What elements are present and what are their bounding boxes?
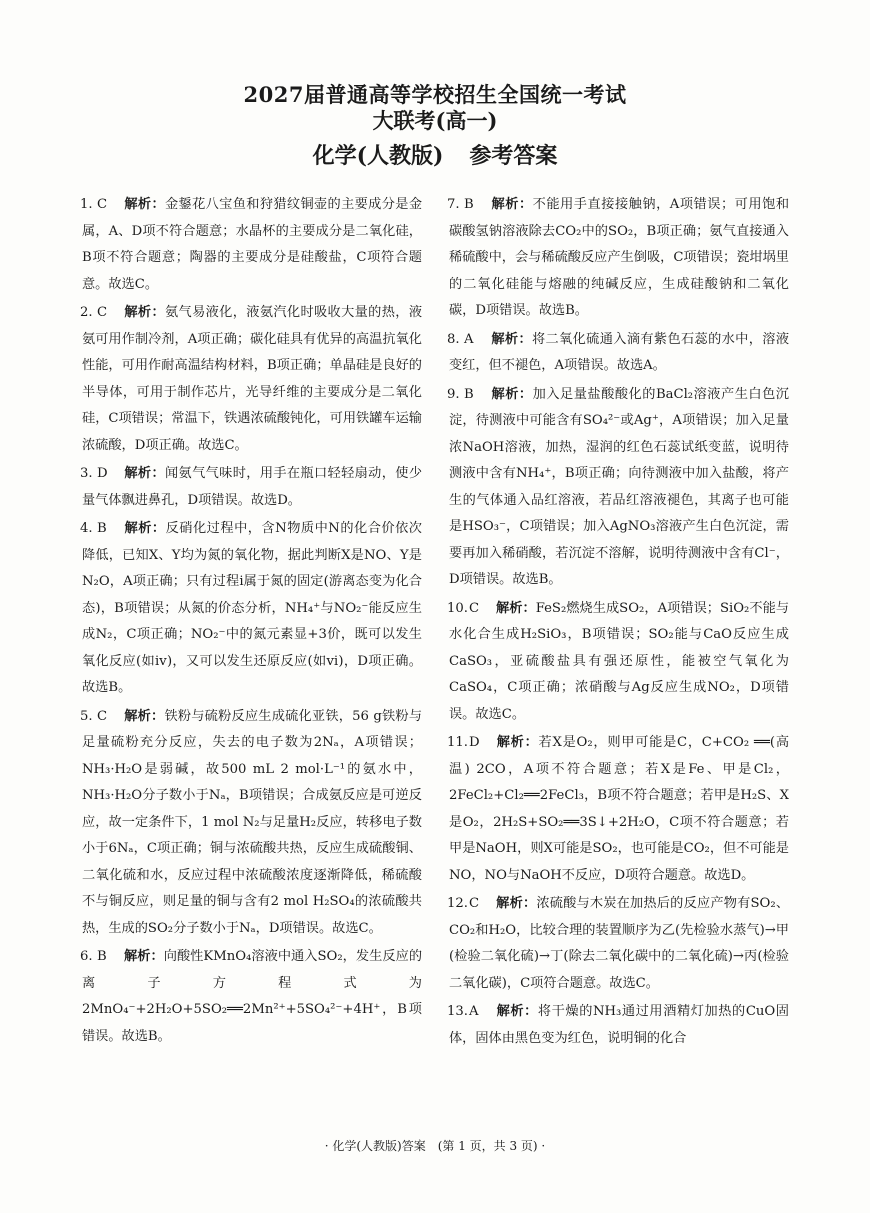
answer-item xyxy=(449,999,789,1052)
question-number: 10. xyxy=(447,600,468,616)
question-number: 4. xyxy=(80,521,93,536)
analysis-text: 若X是O₂，则甲可能是C，C+CO₂ ══(高温) 2CO，A项不符合题意；若X是Fe、甲是Cl₂，2FeCl₂+Cl₂══2FeCl₃，B项不符合题意；若甲是H₂S、X是O₂，2H₂S+SO₂══3S↓+2H₂O，C项不符合题意；若甲是NaOH，则X可能是SO₂，也可能是CO₂，但不可能是NO，NO与NaOH不反应，D项符合题意。故选D。 xyxy=(449,735,790,883)
answer-item xyxy=(82,300,422,459)
question-number: 8. xyxy=(447,331,460,347)
answer-item xyxy=(82,516,422,702)
analysis-label: 解析： xyxy=(495,600,536,616)
analysis-text: 氨气易液化，液氨汽化时吸收大量的热，液氨可用作制冷剂，A项正确；碳化硅具有优异的高温抗氧化性能，可用作耐高温结构材料，B项正确；单晶硅是良好的半导体，可用于制作芯片，光导纤维的主要成分是二氧化硅，C项错误；常温下，铁遇浓硫酸钝化，可用铁罐车运输浓硫酸，D项正确。故选C。 xyxy=(82,305,423,453)
answer-item xyxy=(449,730,789,889)
analysis-text: 将二氧化硫通入滴有紫色石蕊的水中，溶液变红，但不褪色，A项错误。故选A。 xyxy=(449,331,790,373)
question-number: 12. xyxy=(447,896,468,911)
answer-item xyxy=(82,192,422,298)
answer-choice: B xyxy=(97,521,107,536)
analysis-label: 解析： xyxy=(124,305,165,320)
question-number: 9. xyxy=(447,386,460,402)
page-footer: · 化学(人教版)答案 (第 1 页，共 3 页) · xyxy=(324,1139,546,1153)
analysis-text: 金鋬花八宝鱼和狩猎纹铜壶的主要成分是金属，A、D项不符合题意；水晶杯的主要成分是二氧化硅，B项不符合题意；陶器的主要成分是硅酸盐，C项符合题意。故选C。 xyxy=(82,197,423,292)
question-number: 6. xyxy=(80,949,93,964)
subject-heading xyxy=(0,140,870,172)
doc-type: 参考答案 xyxy=(469,143,558,169)
answer-item xyxy=(82,461,422,514)
answer-item xyxy=(449,891,789,997)
answer-choice: B xyxy=(464,386,474,402)
analysis-text: 向酸性KMnO₄溶液中通入SO₂，发生反应的离子方程式为2MnO₄⁻+2H₂O+5SO₂══2Mn²⁺+5SO₄²⁻+4H⁺，B项错误。故选B。 xyxy=(82,949,423,1044)
analysis-text: 不能用手直接接触钠，A项错误；可用饱和碳酸氢钠溶液除去CO₂中的SO₂，B项正确；氨气直接通入稀硫酸中，会与稀硫酸反应产生倒吸，C项错误；瓷坩埚里的二氧化硅能与熔融的纯碱反应，生成硅酸钠和二氧化碳，D项错误。故选B。 xyxy=(449,197,790,318)
subject-name: 化学(人教版) xyxy=(312,143,444,169)
answer-choice: B xyxy=(97,949,107,964)
analysis-text: 反硝化过程中，含N物质中N的化合价依次降低，已知X、Y均为氮的氧化物，据此判断X是NO、Y是N₂O，A项正确；只有过程ⅰ属于氮的固定(游离态变为化合态)，B项错误；从氮的价态分析，NH₄⁺与NO₂⁻能反应生成N₂，C项正确；NO₂⁻中的氮元素显+3价，既可以发生氧化反应(如ⅳ)，又可以发生还原反应(如ⅵ)，D项正确。故选B。 xyxy=(82,521,422,695)
answer-choice: C xyxy=(468,600,480,616)
analysis-label: 解析： xyxy=(491,386,533,402)
analysis-label: 解析： xyxy=(491,197,533,212)
answer-item xyxy=(82,944,422,1050)
exam-subtitle: 大联考(高一) xyxy=(372,108,498,133)
analysis-text: 铁粉与硫粉反应生成硫化亚铁，56 g铁粉与足量硫粉充分反应，失去的电子数为2Nₐ，A项错误；NH₃·H₂O是弱碱，故500 mL 2 mol·L⁻¹的氨水中，NH₃·H₂O分子数小于Nₐ，B项错误；合成氨反应是可逆反应，故一定条件下，1 mol N₂与足量H₂反应，转移电子数小于6Nₐ，C项正确；铜与浓硫酸共热，反应生成硫酸铜、二氧化硫和水，反应过程中浓硫酸浓度逐渐降低，稀硫酸不与铜反应，则足量的铜与含有2 mol H₂SO₄的浓硫酸共热，生成的SO₂分子数小于Nₐ，D项错误。故选C。 xyxy=(82,708,423,936)
answer-item xyxy=(449,596,789,729)
analysis-label: 解析： xyxy=(491,331,532,347)
analysis-label: 解析： xyxy=(124,708,165,724)
answer-choice: A xyxy=(468,1004,479,1019)
question-number: 7. xyxy=(447,197,460,212)
analysis-text: 加入足量盐酸酸化的BaCl₂溶液产生白色沉淀，待测液中可能含有SO₄²⁻或Ag⁺，A项错误；加入足量浓NaOH溶液，加热，湿润的红色石蕊试纸变蓝，说明待测液中含有NH₄⁺，B项正确；向待测液中加入盐酸，将产生的气体通入品红溶液，若品红溶液褪色，其离子也可能是HSO₃⁻，C项错误；加入AgNO₃溶液产生白色沉淀，需要再加入稀硝酸，若沉淀不溶解，说明待测液中含有Cl⁻，D项错误。故选B。 xyxy=(449,386,789,587)
analysis-label: 解析： xyxy=(124,521,166,536)
analysis-text: 将干燥的NH₃通过用酒精灯加热的CuO固体，固体由黑色变为红色，说明铜的化合 xyxy=(449,1004,789,1046)
analysis-label: 解析： xyxy=(124,949,164,964)
analysis-text: 闻氨气气味时，用手在瓶口轻轻扇动，使少量气体飘进鼻孔，D项错误。故选D。 xyxy=(82,466,423,508)
answer-column-right xyxy=(449,192,789,1054)
question-number: 3. xyxy=(80,466,93,481)
answer-item xyxy=(82,704,422,943)
answer-choice: C xyxy=(97,197,108,212)
analysis-text: 浓硫酸与木炭在加热后的反应产物有SO₂、CO₂和H₂O，比较合理的装置顺序为乙(先检验水蒸气)→甲(检验二氧化硫)→丁(除去二氧化碳中的二氧化硫)→丙(检验二氧化碳)，C项符合题意。故选C。 xyxy=(449,896,790,991)
analysis-label: 解析： xyxy=(495,896,537,911)
answer-item xyxy=(449,192,789,325)
answer-choice: A xyxy=(464,331,474,347)
exam-title: 2027届普通高等学校招生全国统一考试 xyxy=(243,82,627,107)
question-number: 11. xyxy=(447,735,468,750)
answer-choice: C xyxy=(97,305,108,320)
answer-column-left xyxy=(82,192,422,1052)
question-number: 13. xyxy=(447,1004,468,1019)
analysis-text: FeS₂燃烧生成SO₂，A项错误；SiO₂不能与水化合生成H₂SiO₃，B项错误；SO₂能与CaO反应生成CaSO₃，亚硫酸盐具有强还原性，能被空气氧化为CaSO₄，C项正确；浓硝酸与Ag反应生成NO₂，D项错误。故选C。 xyxy=(449,600,790,722)
answer-choice: C xyxy=(97,708,108,724)
answer-choice: D xyxy=(97,466,108,481)
question-number: 5. xyxy=(80,708,93,724)
analysis-label: 解析： xyxy=(495,735,539,750)
answer-item xyxy=(449,327,789,380)
answer-choice: D xyxy=(468,735,480,750)
page-header xyxy=(0,82,870,172)
analysis-label: 解析： xyxy=(124,466,165,481)
question-number: 2. xyxy=(80,305,93,320)
analysis-label: 解析： xyxy=(495,1004,538,1019)
question-number: 1. xyxy=(80,197,93,212)
answer-choice: C xyxy=(468,896,480,911)
analysis-label: 解析： xyxy=(124,197,165,212)
answer-item xyxy=(449,382,789,594)
answer-choice: B xyxy=(464,197,474,212)
